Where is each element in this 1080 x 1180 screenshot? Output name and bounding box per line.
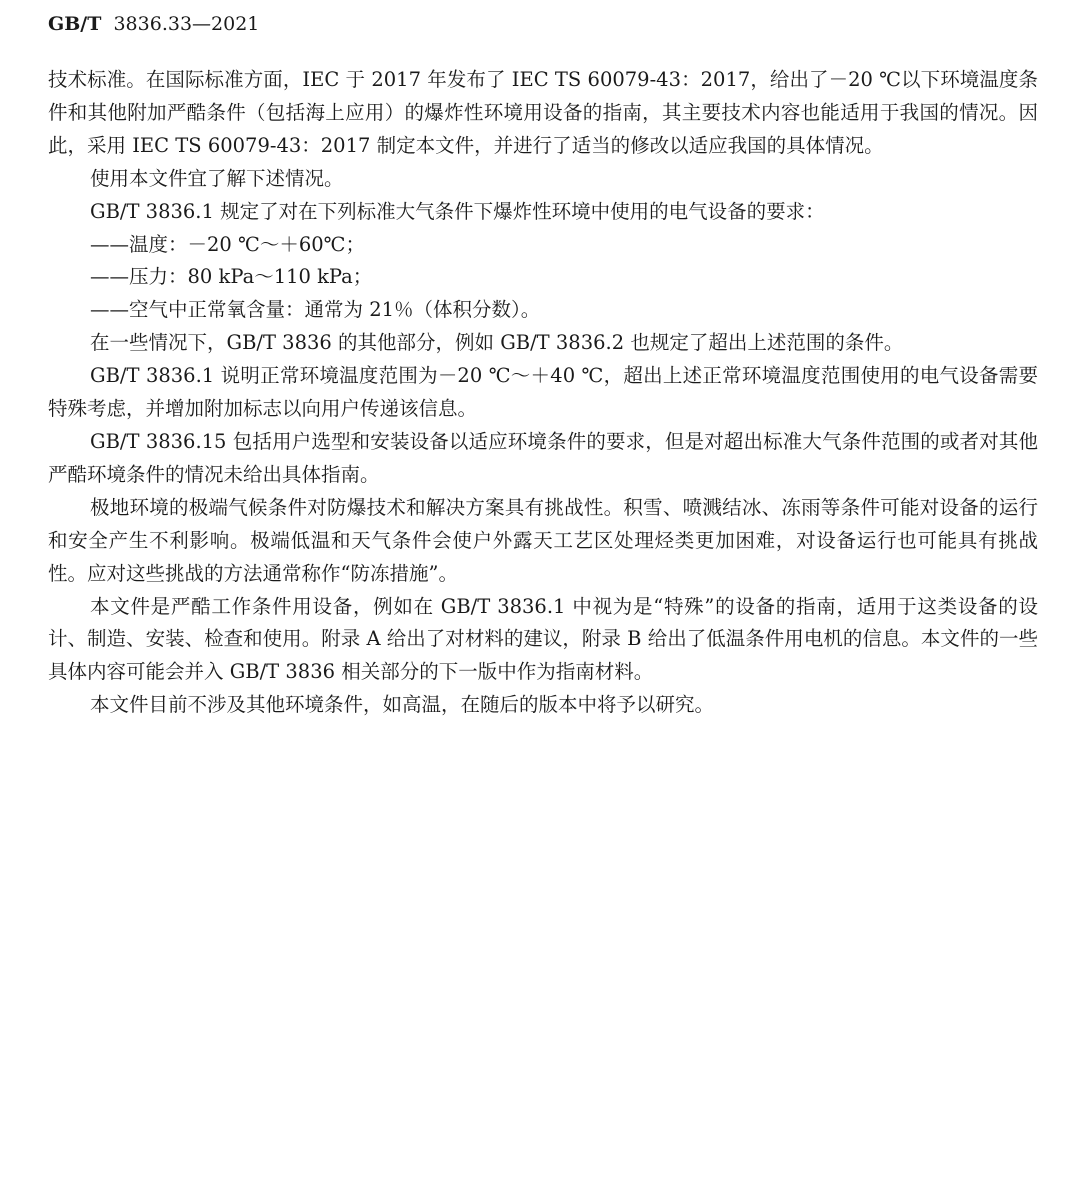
paragraph: 本文件目前不涉及其他环境条件，如高温，在随后的版本中将予以研究。 bbox=[90, 693, 715, 717]
paragraph: 在一些情况下，GB/T 3836 的其他部分，例如 GB/T 3836.2 也规定了超出上述范围的条件。 bbox=[90, 331, 904, 355]
paragraph: GB/T 3836.1 说明正常环境温度范围为－20 ℃～＋40 ℃，超出上述正常环境温度范围使用的电气设备需要特殊考虑，并增加附加标志以向用户传递该信息。 bbox=[48, 364, 1038, 421]
running-header bbox=[48, 10, 259, 38]
standard-number: 3836.33—2021 bbox=[113, 13, 260, 35]
paragraph: 使用本文件宜了解下述情况。 bbox=[90, 166, 344, 190]
paragraph-continuation: 技术标准。在国际标准方面，IEC 于 2017 年发布了 IEC TS 60079-43：2017，给出了－20 ℃以下环境温度条件和其他附加严酷条件（包括海上应用）的爆炸性环境用设备的指南，其主要技术内容也能适用于我国的情况。因此，采用 IEC TS 60079-43：2017 制定本文件，并进行了适当的修改以适应我国的具体情况。 bbox=[48, 68, 1038, 157]
paragraph: 极地环境的极端气候条件对防爆技术和解决方案具有挑战性。积雪、喷溅结冰、冻雨等条件可能对设备的运行和安全产生不利影响。极端低温和天气条件会使户外露天工艺区处理烃类更加困难，对设备运行也可能具有挑战性。应对这些挑战的方法通常称作“防冻措施”。 bbox=[48, 495, 1038, 585]
paragraph: 本文件是严酷工作条件用设备，例如在 GB/T 3836.1 中视为是“特殊”的设备的指南，适用于这类设备的设计、制造、安装、检查和使用。附录 A 给出了对材料的建议，附录 B 给出了低温条件用电机的信息。本文件的一些具体内容可能会并入 GB/T 3836 相关部分的下一版中作为指南材料。 bbox=[48, 594, 1038, 684]
standard-code: GB/T bbox=[48, 13, 102, 35]
list-item-temperature: ——温度：－20 ℃～＋60℃； bbox=[90, 232, 365, 256]
paragraph: GB/T 3836.15 包括用户选型和安装设备以适应环境条件的要求，但是对超出标准大气条件范围的或者对其他严酷环境条件的情况未给出具体指南。 bbox=[48, 429, 1038, 486]
document-body bbox=[48, 64, 1038, 722]
list-item-pressure: ——压力：80 kPa～110 kPa； bbox=[90, 265, 373, 289]
paragraph: GB/T 3836.1 规定了对在下列标准大气条件下爆炸性环境中使用的电气设备的要求： bbox=[90, 199, 825, 223]
list-item-oxygen: ——空气中正常氧含量：通常为 21％（体积分数）。 bbox=[90, 298, 541, 322]
